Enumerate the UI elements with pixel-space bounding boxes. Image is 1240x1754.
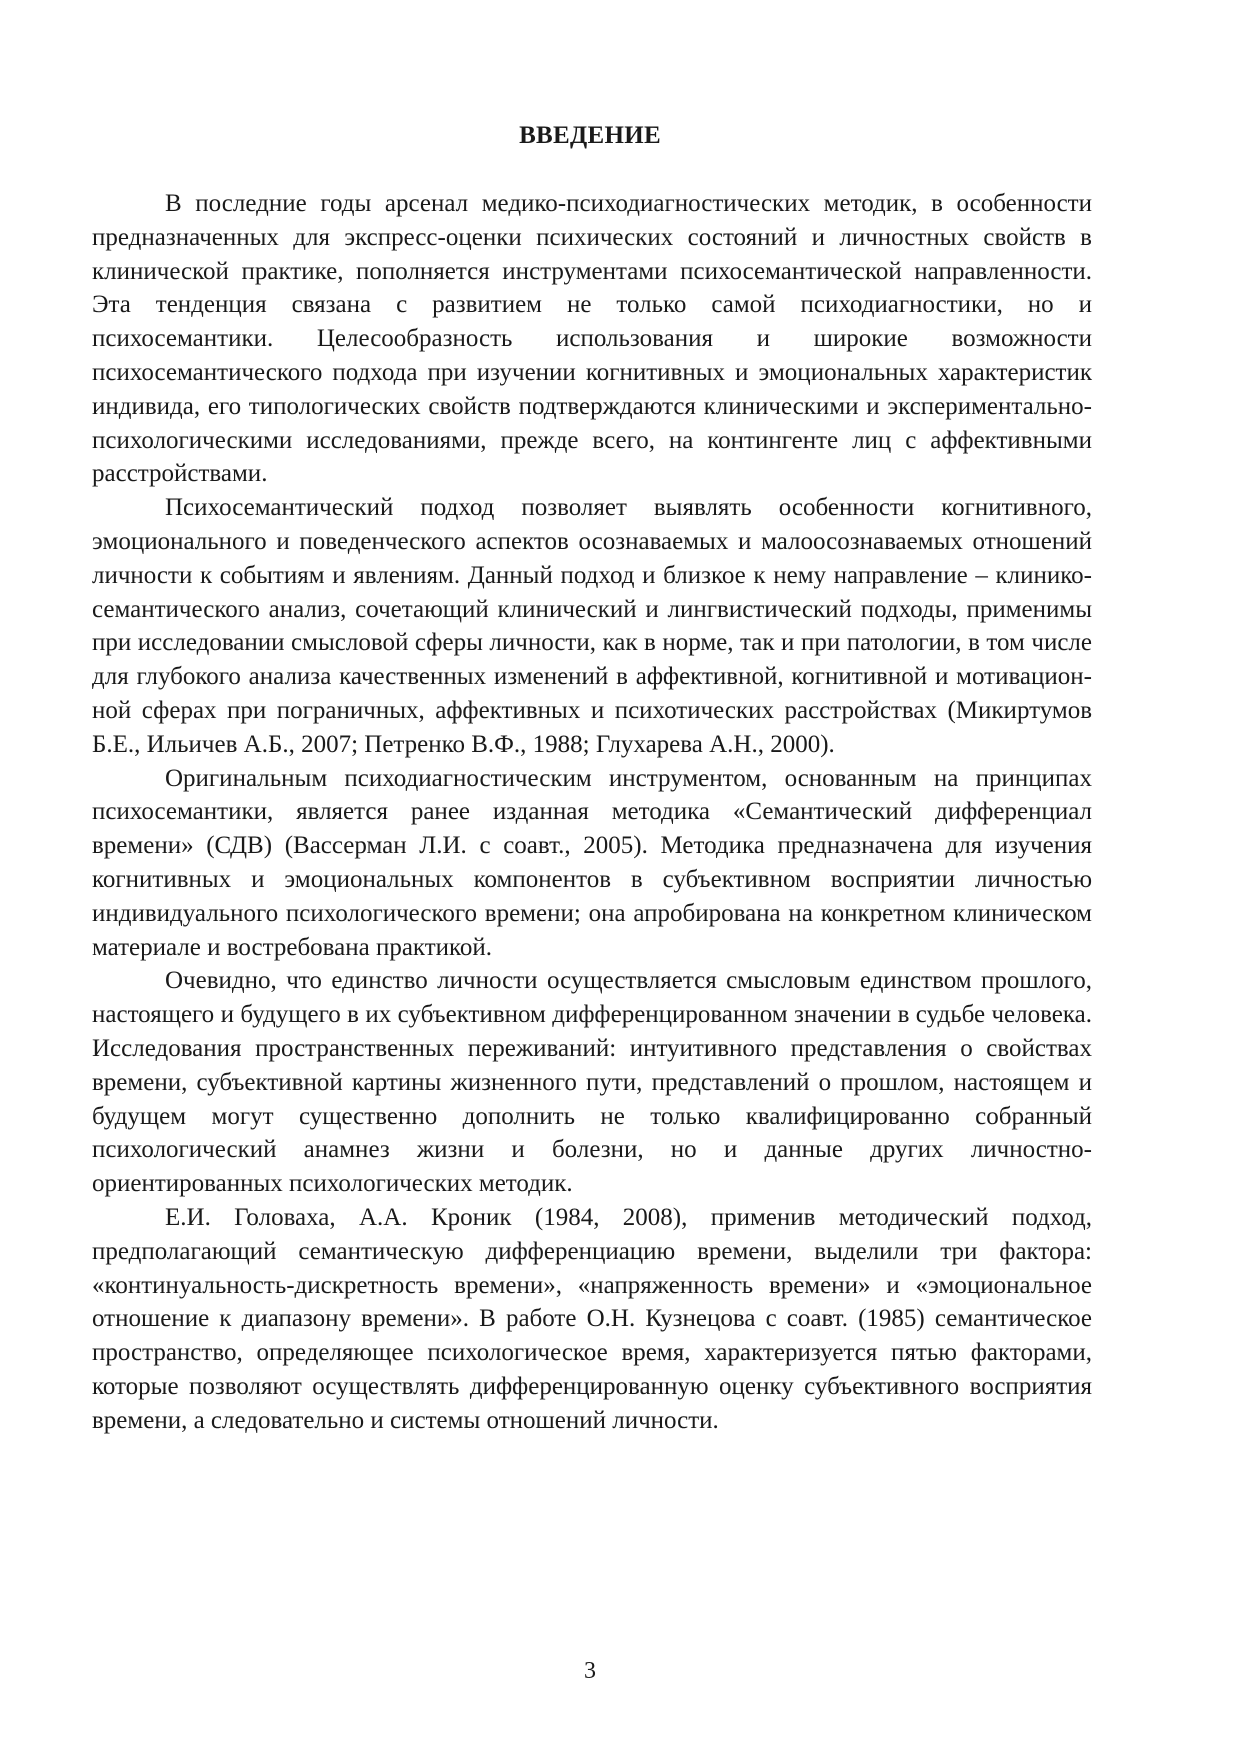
paragraph-5: Е.И. Головаха, А.А. Кроник (1984, 2008), применив методический подход, предполагающий семантическую дифференциацию времени, выделили три фактора: «континуальность-дискретность времени», «напряженность времени» и «эмоциональное отношение к диапазону времени». В работе О.Н. Кузнецова с соавт. (1985) семантическое пространство, определяющее психологическое время, характеризуется пятью факторами, которые позволяют осуществлять дифференцированную оценку субъективного восприятия времени, а следовательно и системы отношений личности. — [92, 1203, 1092, 1434]
paragraph-3: Оригинальным психодиагностическим инструментом, основанным на принципах психосемантики, является ранее изданная методика «Семантический дифференциал времени» (СДВ) (Вассерман Л.И. с соавт., 2005). Методика предназначена для изучения когнитивных и эмоциональных компонентов в субъективном восприятии личностью индивидуального психологического времени; она апробирована на конкретном клиническом материале и востребована практикой. — [92, 764, 1092, 961]
paragraph-2: Психосемантический подход позволяет выявлять особенности когнитивного, эмоционального и поведенческого аспектов осознаваемых и малоосознаваемых отношений личности к событиям и явлениям. Данный подход и близкое к нему направление – клинико-семантического анализ, сочетающий клинический и лингвистический подходы, применимы при исследовании смысловой сферы личности, как в норме, так и при патологии, в том числе для глубокого анализа качественных изменений в аффективной, когнитивной и мотивационной сферах при пограничных, аффективных и психотических расстройствах (Микиртумов Б.Е., Ильичев А.Б., 2007; Петренко В.Ф., 1988; Глухарева А.Н., 2000). — [92, 494, 1092, 758]
paragraph-1: В последние годы арсенал медико-психодиагностических методик, в особенности предназначенных для экспресс-оценки психических состояний и личностных свойств в клинической практике, пополняется инструментами психосемантической направленности. Эта тенденция связана с развитием не только самой психодиагностики, но и психосемантики. Целесообразность использования и широкие возможности психосемантического подхода при изучении когнитивных и эмоциональных характеристик индивида, его типологических свойств подтверждаются клиническими и экспериментально-психологическими исследованиями, прежде всего, на контингенте лиц с аффективными расстройствами. — [92, 190, 1092, 488]
paragraph-4: Очевидно, что единство личности осуществляется смысловым единством прошлого, настоящего и будущего в их субъективном дифференцированном значении в судьбе человека. Исследования пространственных переживаний: интуитивного представления о свойствах времени, субъективной картины жизненного пути, представлений о прошлом, настоящем и будущем могут существенно дополнить не только квалифицированно собранный психологический анамнез жизни и болезни, но и данные других личностно-ориентированных психологических методик. — [92, 967, 1092, 1198]
page-title: ВВЕДЕНИЕ — [519, 122, 661, 149]
body-text — [92, 187, 1092, 1437]
page-number: 3 — [584, 1658, 596, 1684]
